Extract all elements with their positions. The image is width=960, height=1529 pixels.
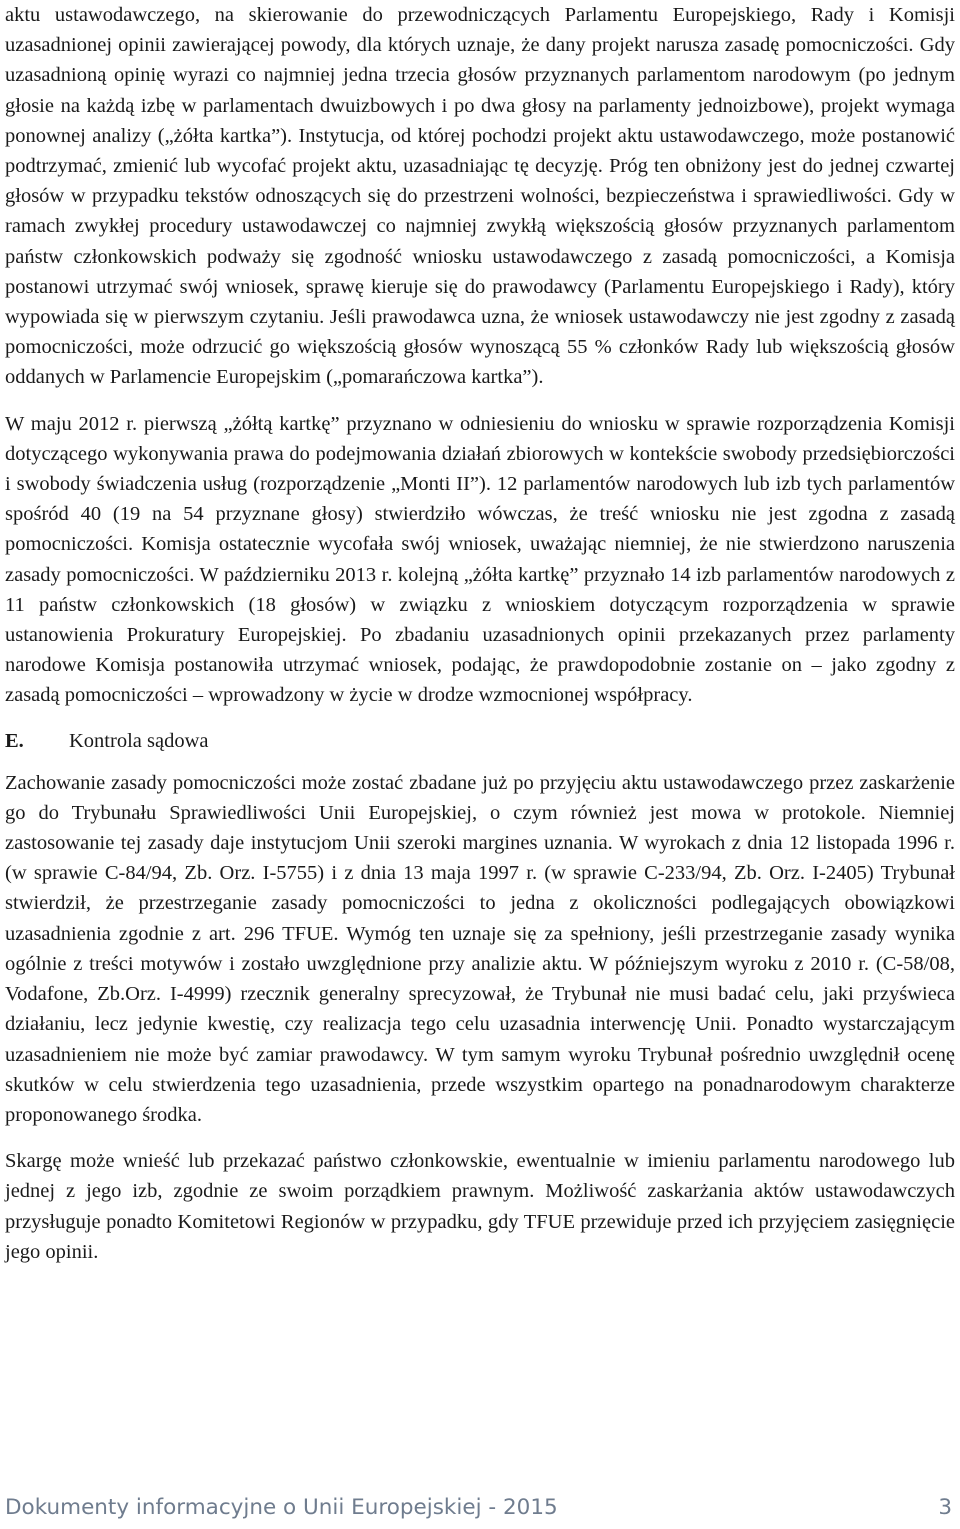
page-footer [5,1494,952,1522]
paragraph-complaint: Skargę może wnieść lub przekazać państwo członkowskie, ewentualnie w imieniu parlamentu narodowego lub jednej z jego izb, zgodnie ze swoim porządkiem prawnym. Możliwość zaskarżania aktów ustawodawczych przysługuje ponadto Komitetowi Regionów w przypadku, gdy TFUE przewiduje przed ich przyjęciem zasięgnięcie jego opinii. [5,1150,955,1263]
section-heading [5,726,955,756]
page-number: 3 [938,1495,952,1520]
paragraph-yellow-card-history: W maju 2012 r. pierwszą „żółtą kartkę” przyznano w odniesieniu do wniosku w sprawie rozporządzenia Komisji dotyczącego wykonywania prawa do podejmowania działań zbiorowych w kontekście swobody przedsiębiorczości i swobody świadczenia usług (rozporządzenie „Monti II”). 12 parlamentów narodowych lub izb tych parlamentów spośród 40 (19 na 54 przyznane głosy) stwierdziło wówczas, że treść wniosku nie jest zgodna z zasadą pomocniczości. Komisja ostatecznie wycofała swój wniosek, uważając niemniej, że nie stwierdzono naruszenia zasady pomocniczości. W październiku 2013 r. kolejną „żółta kartkę” przyznało 14 izb parlamentów narodowych z 11 państw członkowskich (18 głosów) w związku z wnioskiem dotyczącym rozporządzenia w sprawie ustanowienia Prokuratury Europejskiej. Po zbadaniu uzasadnionych opinii przekazanych przez parlamenty narodowe Komisja postanowiła utrzymać wniosek, podając, że prawdopodobnie zostanie on – jako zgodny z zasadą pomocniczości – wprowadzony w życie w drodze wzmocnionej współpracy. [5,412,955,707]
section-title: Kontrola sądowa [69,729,209,752]
paragraph-judicial-review: Zachowanie zasady pomocniczości może zostać zbadane już po przyjęciu aktu ustawodawczego przez zaskarżenie go do Trybunału Sprawiedliwości Unii Europejskiej, o czym również jest mowa w protokole. Niemniej zastosowanie tej zasady daje instytucjom Unii szeroki margines uznania. W wyrokach z dnia 12 listopada 1996 r. (w sprawie C-84/94, Zb. Orz. I-5755) i z dnia 13 maja 1997 r. (w sprawie C-233/94, Zb. Orz. I-2405) Trybunał stwierdził, że przestrzeganie zasady pomocniczości to jedna z okoliczności podlegających obowiązkowi uzasadnienia zgodnie z art. 296 TFUE. Wymóg ten uznaje się za spełniony, jeśli przestrzeganie zasady wynika ogólnie z treści motywów i zostało uwzględnione przy analizie aktu. W późniejszym wyroku z 2010 r. (C-58/08, Vodafone, Zb.Orz. I-4999) rzecznik generalny sprecyzował, że Trybunał nie musi badać celu, jaki przyświeca działaniu, lecz jedynie kwestię, czy realizacja tego celu uzasadnia interwencję Unii. Ponadto wystarczającym uzasadnieniem nie może być zamiar prawodawcy. W tym samym wyroku Trybunał pośrednio uwzględnił ocenę skutków w celu stwierdzenia tego uzasadnienia, przede wszystkim opartego na ponadnarodowym charakterze proponowanego środka. [5,771,955,1126]
footer-title: Dokumenty informacyjne o Unii Europejskiej - 2015 [5,1495,558,1520]
document-page [5,0,955,1267]
section-number: E. [5,729,24,752]
paragraph-yellow-card-procedure: aktu ustawodawczego, na skierowanie do przewodniczących Parlamentu Europejskiego, Rady i Komisji uzasadnionej opinii zawierającej powody, dla których uznaje, że dany projekt narusza zasadę pomocniczości. Gdy uzasadnioną opinię wyrazi co najmniej jedna trzecia głosów przyznanych parlamentom narodowym (po jednym głosie na każdą izbę w parlamentach dwuizbowych i po dwa głosy na parlamenty jednoizbowe), projekt wymaga ponownej analizy („żółta kartka”). Instytucja, od której pochodzi projekt aktu ustawodawczego, może postanowić podtrzymać, zmienić lub wycofać projekt aktu, uzasadniając tę decyzję. Próg ten obniżony jest do jednej czwartej głosów w przypadku tekstów odnoszących się do przestrzeni wolności, bezpieczeństwa i sprawiedliwości. Gdy w ramach zwykłej procedury ustawodawczej co najmniej zwykłą większością głosów przyznanych parlamentom państw członkowskich podważy się zgodność wniosku ustawodawczego z zasadą pomocniczości, a Komisja postanowi utrzymać swój wniosek, sprawę kieruje się do prawodawcy (Parlamentu Europejskiego i Rady), który wypowiada się w pierwszym czytaniu. Jeśli prawodawca uzna, że wniosek ustawodawczy nie jest zgodny z zasadą pomocniczości, może odrzucić go większością głosów wynoszącą 55 % członków Rady lub większością głosów oddanych w Parlamencie Europejskim („pomarańczowa kartka”). [5,4,955,389]
